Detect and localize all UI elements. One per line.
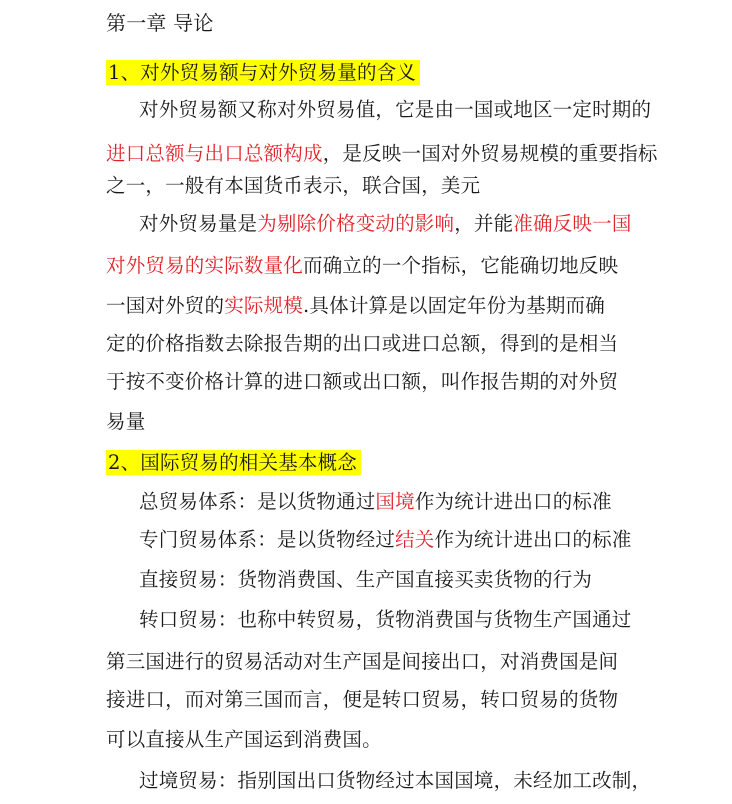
body-text: 接进口，而对第三国而言，便是转口贸易，转口贸易的货物 [106, 688, 619, 711]
emphasis-text: 国境 [375, 490, 415, 513]
emphasis-text: 实际规模 [224, 294, 304, 317]
paragraph-line [106, 408, 145, 436]
emphasis-text: 对外贸易的实际数量化 [106, 254, 304, 277]
emphasis-text: 为剔除价格变动的影响 [257, 212, 455, 235]
body-text: 作为统计进出口的标准 [434, 528, 632, 551]
paragraph-line [139, 488, 612, 516]
body-text: 专门贸易体系：是以货物经过 [139, 528, 396, 551]
body-text: 于按不变价格计算的进口额或出口额，叫作报告期的对外贸 [106, 370, 619, 393]
chapter-title: 第一章 导论 [106, 11, 214, 35]
body-text: 过境贸易：指别国出口货物经过本国国境，未经加工改制， [139, 769, 652, 792]
body-text: 可以直接从生产国运到消费国。 [106, 728, 382, 751]
paragraph-line [106, 330, 618, 358]
paragraph-line [139, 96, 651, 124]
paragraph-line [106, 252, 618, 280]
body-text: 之一，一般有本国货币表示，联合国，美元 [106, 174, 481, 197]
section-heading-2-text: 2、国际贸易的相关基本概念 [106, 450, 361, 475]
section-heading-1-text: 1、对外贸易额与对外贸易量的含义 [106, 60, 420, 85]
paragraph-line [106, 172, 480, 200]
body-text: 作为统计进出口的标准 [414, 490, 612, 513]
body-text: 一国对外贸的 [106, 294, 225, 317]
body-text: 第三国进行的贸易活动对生产国是间接出口，对消费国是间 [106, 650, 619, 673]
paragraph-line [106, 726, 382, 754]
paragraph-line [106, 368, 618, 396]
emphasis-text: 准确反映一国 [513, 212, 632, 235]
body-text: 而确立的一个指标，它能确切地反映 [303, 254, 619, 277]
body-text: 总贸易体系：是以货物通过 [139, 490, 376, 513]
section-heading-2 [106, 449, 361, 477]
paragraph-line [139, 526, 632, 554]
emphasis-text: 进口总额与出口总额构成 [106, 142, 323, 165]
paragraph-line [106, 292, 605, 320]
paragraph-line [139, 566, 592, 594]
paragraph-line [139, 767, 651, 795]
body-text: 对外贸易额又称对外贸易值，它是由一国或地区一定时期的 [139, 98, 652, 121]
section-heading-1 [106, 59, 420, 87]
body-text: ，是反映一国对外贸易规模的重要指标 [322, 142, 658, 165]
paragraph-line [106, 686, 618, 714]
body-text: 转口贸易：也称中转贸易，货物消费国与货物生产国通过 [139, 608, 632, 631]
paragraph-line [139, 606, 632, 634]
body-text: .具体计算是以固定年份为基期而确 [303, 294, 605, 317]
paragraph-line [139, 210, 632, 238]
paragraph-line [106, 648, 618, 676]
emphasis-text: 结关 [395, 528, 435, 551]
paragraph-line [106, 140, 658, 168]
body-text: 直接贸易：货物消费国、生产国直接买卖货物的行为 [139, 568, 593, 591]
body-text: ，并能 [454, 212, 514, 235]
body-text: 易量 [106, 410, 146, 433]
body-text: 定的价格指数去除报告期的出口或进口总额，得到的是相当 [106, 332, 619, 355]
body-text: 对外贸易量是 [139, 212, 258, 235]
